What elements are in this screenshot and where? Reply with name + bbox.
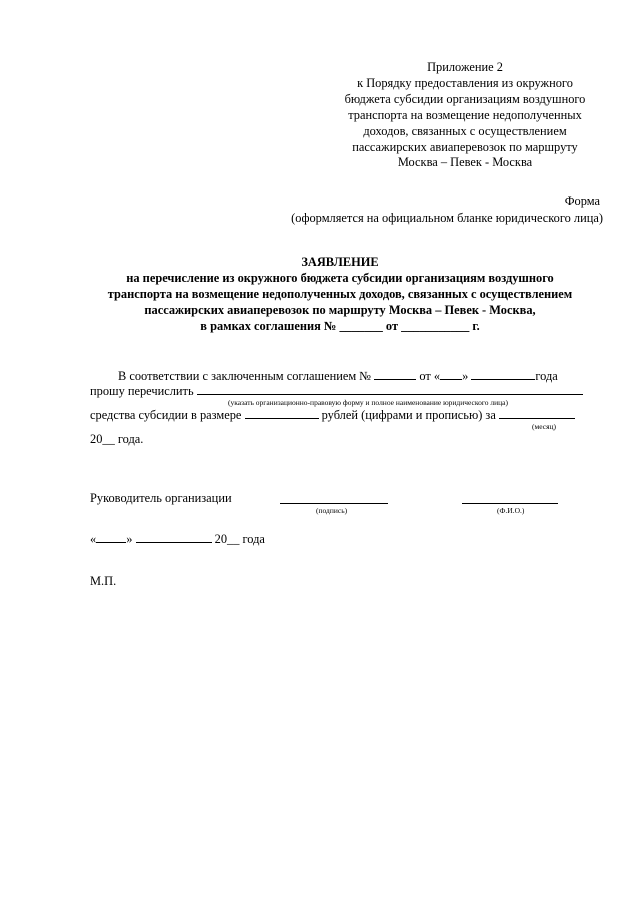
organization-hint: (указать организационно-правовую форму и полное наименование юридического лица) (228, 398, 509, 407)
agreement-text: В соответствии с заключенным соглашением № (118, 369, 372, 383)
agreement-number-field[interactable] (374, 368, 416, 380)
date-close-quote: » (126, 532, 133, 546)
subsidy-text: средства субсидии в размере (90, 408, 242, 422)
appendix-line: Приложение 2 (427, 60, 503, 74)
appendix-line: бюджета субсидии организациям воздушного (344, 91, 586, 106)
period-month-field[interactable] (499, 407, 575, 419)
organization-field[interactable] (197, 383, 583, 395)
request-text: прошу перечислить (90, 384, 194, 398)
body-line-3 (90, 407, 575, 423)
appendix-line: к Порядку предоставления из окружного (357, 75, 573, 90)
date-open-quote: « (90, 532, 97, 546)
form-note: (оформляется на официальном бланке юридического лица) (291, 211, 603, 225)
day-field[interactable] (440, 368, 462, 380)
title-line: в рамках соглашения № _______ от ___________ г. (200, 318, 480, 333)
appendix-line: доходов, связанных с осуществлением (363, 123, 567, 138)
signature-hint: (подпись) (316, 506, 348, 515)
body-line-1 (118, 368, 558, 384)
appendix-header (330, 60, 600, 171)
body-line-2 (90, 383, 583, 399)
appendix-line: транспорта на возмещение недополученных (348, 107, 582, 122)
title-line: пассажирских авиаперевозок по маршруту Москва – Певек - Москва, (144, 302, 536, 317)
document-title (80, 255, 600, 335)
title-line: на перечисление из окружного бюджета субсидии организациям воздушного (126, 270, 554, 285)
title-heading: ЗАЯВЛЕНИЕ (301, 255, 379, 269)
date-line (90, 531, 265, 547)
fio-hint: (Ф.И.О.) (497, 506, 525, 515)
amount-field[interactable] (245, 407, 319, 419)
form-label: Форма (564, 194, 600, 208)
month-hint: (месяц) (532, 422, 557, 431)
signature-line[interactable] (280, 503, 388, 504)
year-text: года (535, 369, 558, 383)
title-line: транспорта на возмещение недополученных доходов, связанных с осуществлением (107, 286, 573, 301)
signature-label: Руководитель организации (90, 491, 232, 505)
date-month-field[interactable] (136, 531, 212, 543)
date-year-text: 20__ года (214, 532, 265, 546)
fio-line[interactable] (462, 503, 558, 504)
appendix-line: пассажирских авиаперевозок по маршруту (352, 139, 578, 154)
date-close-text: » (462, 369, 469, 383)
body-line-4: 20__ года. (90, 432, 144, 446)
month-field[interactable] (471, 368, 535, 380)
appendix-line: Москва – Певек - Москва (397, 155, 533, 170)
rubles-text: рублей (цифрами и прописью) за (321, 408, 496, 422)
date-open-text: от « (419, 369, 441, 383)
date-day-field[interactable] (96, 531, 126, 543)
stamp-label: М.П. (90, 574, 117, 588)
